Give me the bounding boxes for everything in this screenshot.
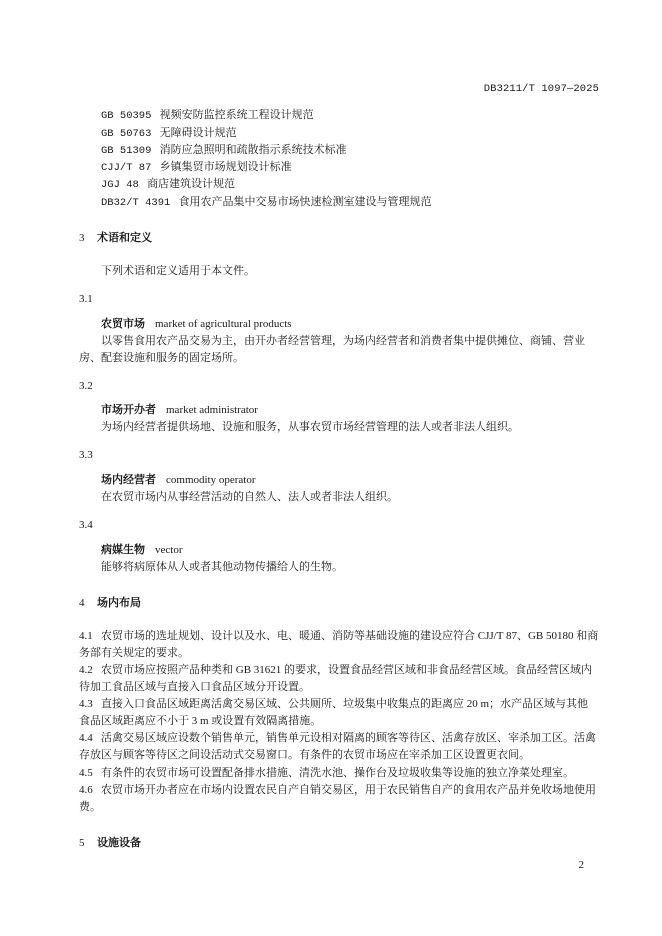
clause-text: 有条件的农贸市场可设置配备排水措施、清洗水池、操作台及垃圾收集等设施的独立净菜处理室。 — [101, 767, 574, 779]
reference-code: JGJ 48 — [101, 179, 139, 191]
reference-item — [101, 176, 235, 193]
section-title: 场内布局 — [97, 597, 141, 609]
term-number: 3.1 — [79, 293, 93, 305]
reference-item — [101, 159, 292, 176]
reference-code: DB32/T 4391 — [101, 197, 171, 209]
reference-item — [101, 194, 432, 211]
term-number: 3.3 — [79, 449, 93, 461]
reference-title: 无障碍设计规范 — [159, 127, 237, 139]
clause-number: 4.1 — [79, 630, 93, 642]
section-number: 4 — [79, 597, 85, 609]
clause-number: 4.2 — [79, 664, 93, 676]
clause-text: 直接入口食品区域距离活禽交易区域、公共厕所、垃圾集中收集点的距离应 20 m；水产品区域与其他食品区域距离应不小于 3 m 或设置有效隔离措施。 — [79, 698, 589, 727]
clause-4-2 — [79, 662, 599, 696]
term-english: market of agricultural products — [155, 318, 292, 330]
clause-text: 活禽交易区域应设数个销售单元，销售单元设相对隔离的顾客等待区、活禽存放区、宰杀加工区。活禽存放区与顾客等待区之间设活动式交易窗口。有条件的农贸市场应在宰杀加工区设置更衣间。 — [79, 732, 596, 761]
section-number: 5 — [79, 837, 85, 849]
term-chinese: 病媒生物 — [101, 544, 145, 556]
section-title: 设施设备 — [97, 837, 141, 849]
clause-text: 农贸市场开办者应在市场内设置农民自产自销交易区，用于农民销售自产的食用农产品并免收场地使用费。 — [79, 784, 596, 813]
section-intro: 下列术语和定义适用于本文件。 — [101, 265, 255, 277]
term-english: commodity operator — [166, 474, 256, 486]
page-number: 2 — [578, 859, 584, 871]
term-english: vector — [155, 544, 183, 556]
reference-item — [101, 125, 237, 142]
reference-title: 消防应急照明和疏散指示系统技术标准 — [159, 144, 347, 156]
term-chinese: 市场开办者 — [101, 404, 156, 416]
reference-item — [101, 107, 314, 124]
reference-code: CJJ/T 87 — [101, 162, 152, 174]
clause-4-1 — [79, 628, 599, 662]
clause-text: 农贸市场的选址规划、设计以及水、电、暖通、消防等基础设施的建设应符合 CJJ/T 87、GB 50180 和商务部有关规定的要求。 — [79, 630, 599, 659]
term-chinese: 场内经营者 — [101, 474, 156, 486]
term-definition: 在农贸市场内从事经营活动的自然人、法人或者非法人组织。 — [101, 491, 398, 503]
section-heading-5 — [79, 835, 141, 851]
term-entry — [101, 316, 292, 332]
reference-code: GB 50395 — [101, 110, 152, 122]
reference-code: GB 51309 — [101, 145, 152, 157]
clause-number: 4.4 — [79, 732, 93, 744]
document-code: DB3211/T 1097—2025 — [483, 83, 599, 95]
term-entry — [101, 472, 256, 488]
reference-title: 视频安防监控系统工程设计规范 — [159, 109, 314, 121]
clause-4-3 — [79, 696, 599, 730]
term-definition: 以零售食用农产品交易为主，由开办者经营管理，为场内经营者和消费者集中提供摊位、商铺、营业房、配套设施和服务的固定场所。 — [79, 335, 585, 364]
clause-text: 农贸市场应按照产品种类和 GB 31621 的要求，设置食品经营区域和非食品经营区域。食品经营区域内待加工食品区域与直接入口食品区域分开设置。 — [79, 664, 593, 693]
section-heading-4 — [79, 595, 141, 611]
clause-number: 4.6 — [79, 784, 93, 796]
reference-title: 乡镇集贸市场规划设计标准 — [159, 161, 292, 173]
section-number: 3 — [79, 232, 85, 244]
term-chinese: 农贸市场 — [101, 318, 145, 330]
section-heading-3 — [79, 230, 152, 246]
term-entry — [101, 542, 182, 558]
reference-title: 商店建筑设计规范 — [147, 178, 236, 190]
clause-4-6 — [79, 782, 599, 816]
clause-4-4 — [79, 730, 599, 764]
reference-item — [101, 142, 347, 159]
term-definition: 为场内经营者提供场地、设施和服务，从事农贸市场经营管理的法人或者非法人组织。 — [101, 421, 519, 433]
term-number: 3.4 — [79, 519, 93, 531]
term-english: market administrator — [166, 404, 258, 416]
reference-code: GB 50763 — [101, 128, 152, 140]
clause-number: 4.5 — [79, 767, 93, 779]
clause-4-5 — [79, 765, 599, 782]
term-entry — [101, 402, 258, 418]
term-definition: 能够将病原体从人或者其他动物传播给人的生物。 — [101, 561, 343, 573]
clause-number: 4.3 — [79, 698, 93, 710]
reference-title: 食用农产品集中交易市场快速检测室建设与管理规范 — [178, 196, 432, 208]
term-number: 3.2 — [79, 380, 93, 392]
section-title: 术语和定义 — [97, 232, 152, 244]
